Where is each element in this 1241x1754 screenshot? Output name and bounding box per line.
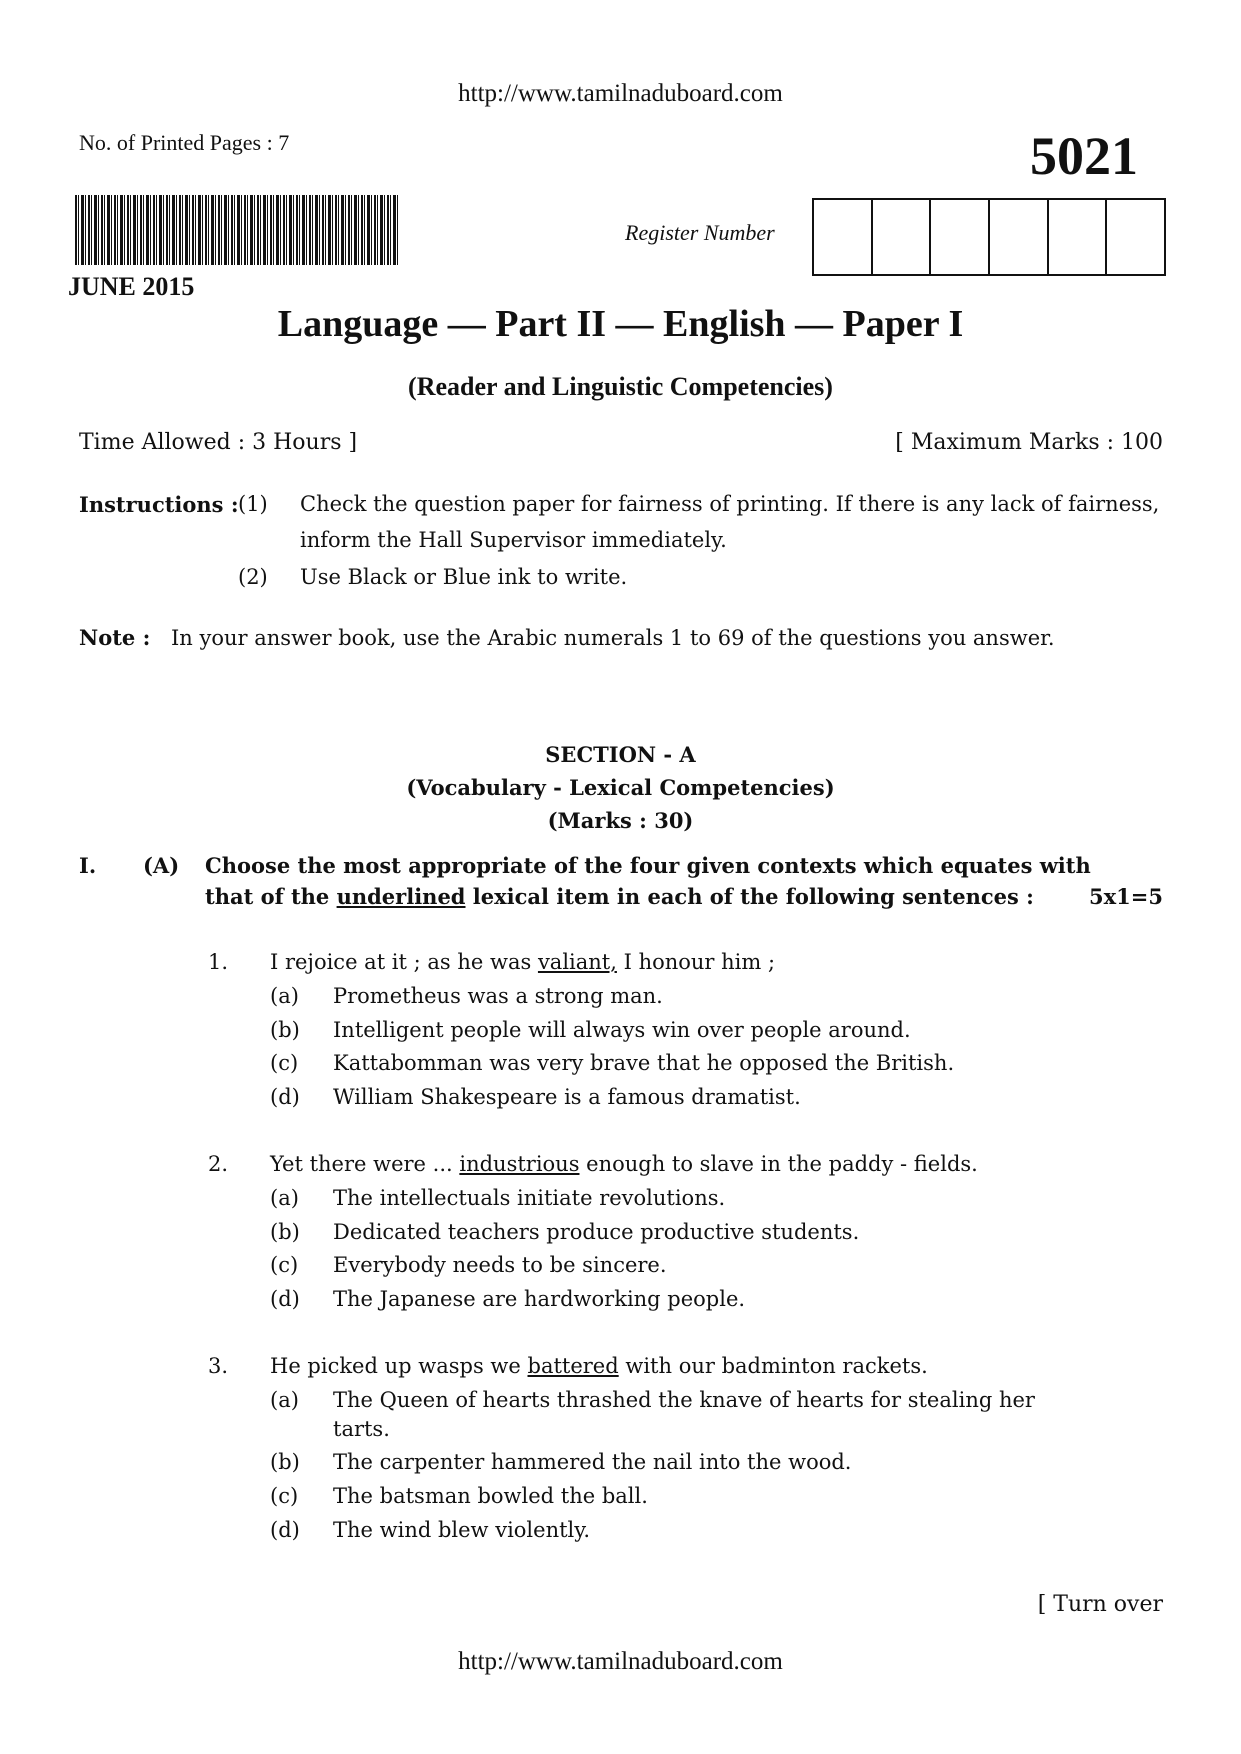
stem-text: I rejoice at it ; as he was — [270, 950, 538, 974]
paper-subtitle: (Reader and Linguistic Competencies) — [408, 372, 833, 401]
underlined-word: industrious — [459, 1152, 580, 1176]
item-stem — [270, 1354, 928, 1378]
option-text: The intellectuals initiate revolutions. — [333, 1186, 726, 1210]
register-box — [814, 200, 873, 274]
option-text: William Shakespeare is a famous dramatist. — [333, 1085, 801, 1109]
option-text-continued: tarts. — [333, 1417, 390, 1441]
note-text: In your answer book, use the Arabic numerals 1 to 69 of the questions you answer. — [171, 626, 1055, 650]
option-text: The Japanese are hardworking people. — [333, 1287, 746, 1311]
option-label: (d) — [270, 1518, 300, 1542]
barcode — [75, 195, 400, 265]
option-label: (b) — [270, 1018, 300, 1042]
register-box — [1107, 200, 1164, 274]
url-bottom: http://www.tamilnaduboard.com — [458, 1648, 783, 1675]
stem-text: with our badminton rackets. — [618, 1354, 928, 1378]
option-label: (d) — [270, 1085, 300, 1109]
option-text: Kattabomman was very brave that he opposed the British. — [333, 1051, 955, 1075]
underlined-word: battered — [527, 1354, 619, 1378]
instruction-text: inform the Hall Supervisor immediately. — [300, 528, 727, 552]
note — [79, 625, 1055, 650]
item-number: 2. — [208, 1152, 229, 1176]
register-number-boxes — [812, 198, 1166, 276]
note-label: Note : — [79, 625, 151, 650]
register-box — [1049, 200, 1108, 274]
question-marks: 5x1=5 — [1089, 884, 1163, 909]
register-box — [931, 200, 990, 274]
underlined-word: underlined — [336, 884, 466, 909]
option-text: Dedicated teachers produce productive students. — [333, 1220, 860, 1244]
option-label: (c) — [270, 1484, 299, 1508]
instruction-number: (2) — [238, 565, 268, 589]
question-number: I. — [79, 853, 97, 878]
maximum-marks: [ Maximum Marks : 100 — [895, 430, 1163, 455]
printed-pages: No. of Printed Pages : 7 — [79, 130, 290, 155]
question-text: lexical item in each of the following sentences : — [465, 884, 1034, 909]
register-box — [990, 200, 1049, 274]
option-text: Everybody needs to be sincere. — [333, 1253, 667, 1277]
option-label: (d) — [270, 1287, 300, 1311]
option-label: (c) — [270, 1051, 299, 1075]
item-stem — [270, 950, 775, 974]
instruction-text: Check the question paper for fairness of printing. If there is any lack of fairness, — [300, 492, 1160, 516]
option-label: (a) — [270, 984, 299, 1008]
stem-text: He picked up wasps we — [270, 1354, 528, 1378]
question-line: Choose the most appropriate of the four given contexts which equates with — [205, 853, 1091, 878]
option-text: The batsman bowled the ball. — [333, 1484, 648, 1508]
option-text: The Queen of hearts thrashed the knave of hearts for stealing her — [333, 1388, 1035, 1412]
option-label: (b) — [270, 1220, 300, 1244]
instruction-number: (1) — [238, 492, 268, 516]
stem-text: I honour him ; — [616, 950, 776, 974]
option-label: (a) — [270, 1388, 299, 1412]
turn-over: [ Turn over — [1037, 1592, 1163, 1617]
option-text: Prometheus was a strong man. — [333, 984, 663, 1008]
stem-text: enough to slave in the paddy - fields. — [579, 1152, 978, 1176]
item-stem — [270, 1152, 978, 1176]
time-allowed: Time Allowed : 3 Hours ] — [79, 430, 358, 455]
register-box — [873, 200, 932, 274]
section-title: SECTION - A — [545, 742, 696, 767]
option-label: (c) — [270, 1253, 299, 1277]
stem-text: Yet there were ... — [270, 1152, 460, 1176]
url-top: http://www.tamilnaduboard.com — [458, 80, 783, 107]
underlined-word: valiant, — [537, 950, 617, 974]
question-part: (A) — [143, 853, 180, 878]
register-number-label: Register Number — [625, 220, 775, 245]
question-text: that of the — [205, 884, 337, 909]
item-number: 3. — [208, 1354, 229, 1378]
option-text: The carpenter hammered the nail into the wood. — [333, 1450, 852, 1474]
option-text: Intelligent people will always win over people around. — [333, 1018, 911, 1042]
option-text: The wind blew violently. — [333, 1518, 591, 1542]
paper-title: Language — Part II — English — Paper I — [277, 303, 964, 345]
question-line — [205, 884, 1034, 909]
option-label: (b) — [270, 1450, 300, 1474]
paper-code: 5021 — [1030, 126, 1138, 186]
item-number: 1. — [208, 950, 229, 974]
instruction-text: Use Black or Blue ink to write. — [300, 565, 628, 589]
option-label: (a) — [270, 1186, 299, 1210]
section-marks: (Marks : 30) — [547, 808, 694, 833]
instructions-label: Instructions : — [79, 492, 239, 517]
exam-session: JUNE 2015 — [68, 272, 195, 301]
section-subtitle: (Vocabulary - Lexical Competencies) — [406, 775, 835, 800]
